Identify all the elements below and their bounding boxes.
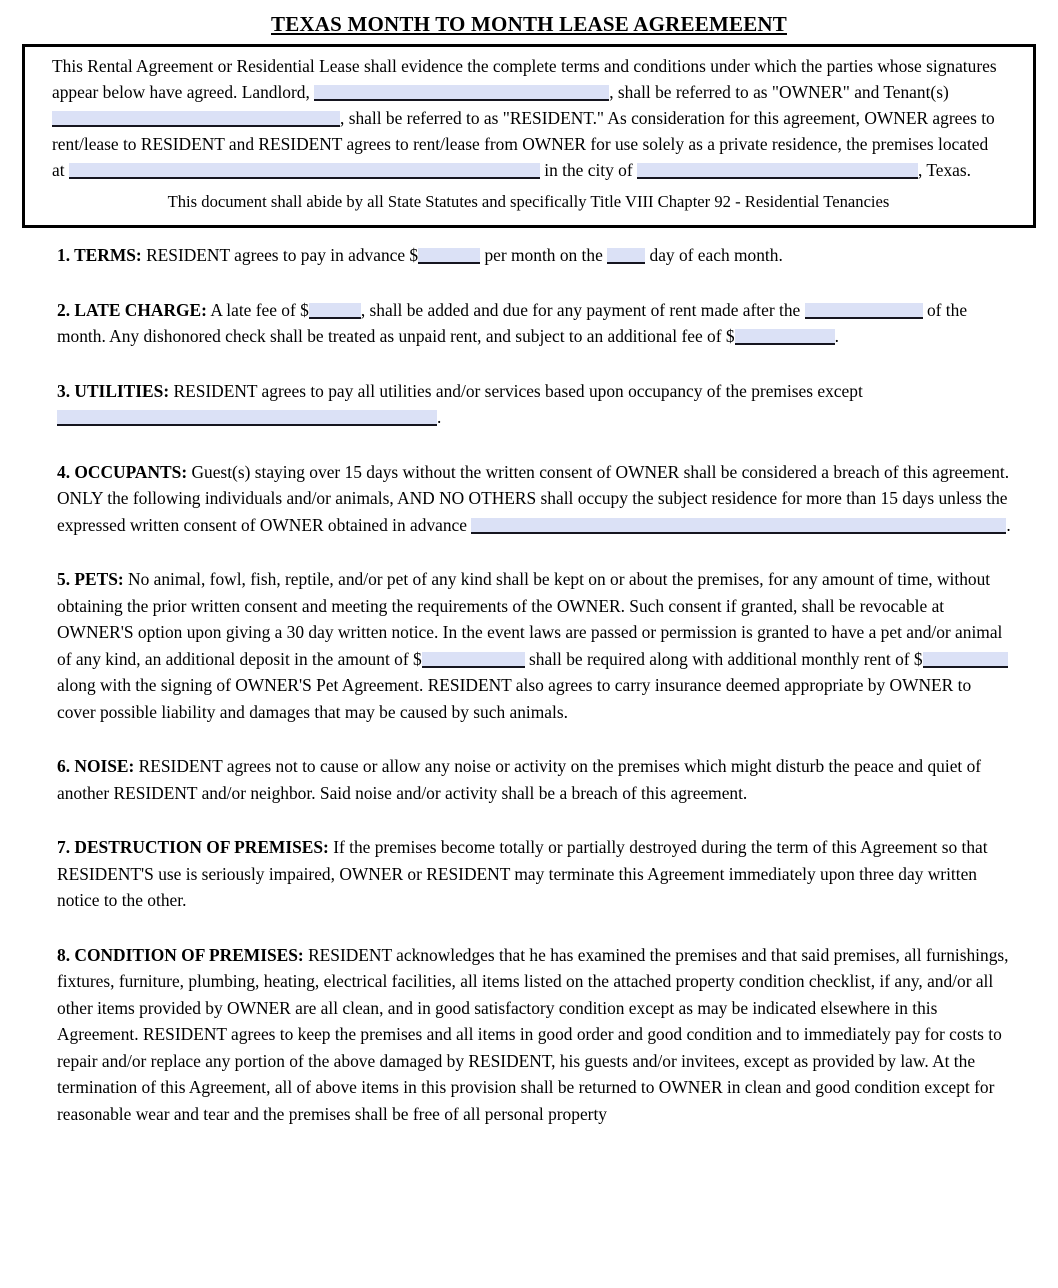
paragraph-text: , shall be referred to as "RESIDENT." As consideration for this agreement, OWNER agrees to rent/lease to RESIDENT and RESIDENT agrees to rent/lease from OWNER for use solely as a private residence, the premises located at [52, 107, 995, 180]
paragraph-text: , Texas. [917, 159, 972, 180]
section-pets [57, 566, 1014, 725]
occupants-list-field[interactable] [471, 518, 1006, 534]
utilities-exception-field[interactable] [57, 410, 437, 426]
late-fee-amount-field[interactable] [309, 303, 361, 319]
section-destruction-of-premises [57, 834, 1014, 914]
section-utilities [57, 378, 1014, 431]
section-heading: 2. LATE CHARGE: [57, 299, 207, 320]
section-heading: 1. TERMS: [57, 245, 142, 266]
section-heading: 6. NOISE: [57, 756, 135, 777]
pet-monthly-rent-field[interactable] [923, 652, 1008, 668]
paragraph-text: in the city of [539, 159, 637, 180]
paragraph-text: RESIDENT acknowledges that he has examined the premises and that said premises, all furnishings, fixtures, furniture, plumbing, heating, electrical facilities, all items listed on the attached property condition checklist, if any, and/or all other items provided by OWNER are all clean, and in good satisfactory condition except as may be indicated elsewhere in this Agreement. RESIDENT agrees to keep the premises and all items in good order and good condition and to immediately pay for costs to repair and/or replace any portion of the above damaged by RESIDENT, his guests and/or invitees, except as provided by law. At the termination of this Agreement, all of above items in this provision shall be returned to OWNER in clean and good condition except for reasonable wear and tear and the premises shall be free of all personal property [57, 944, 1009, 1124]
section-noise [57, 753, 1014, 806]
paragraph-text: shall be required along with additional monthly rent of $ [524, 648, 923, 669]
section-terms [57, 242, 1014, 269]
paragraph-text: along with the signing of OWNER'S Pet Agreement. RESIDENT also agrees to carry insurance deemed appropriate by OWNER to cover possible liability and damages that may be caused by such animals. [57, 675, 972, 722]
paragraph-text: . [437, 407, 442, 428]
section-condition-of-premises [57, 942, 1014, 1128]
intro-box [22, 44, 1036, 228]
paragraph-text: , shall be referred to as "OWNER" and Tenant(s) [609, 81, 949, 102]
paragraph-text: of the month. Any dishonored check shall be treated as unpaid rent, and subject to an additional fee of $ [57, 299, 968, 347]
intro-paragraph [52, 54, 1005, 184]
paragraph-text: RESIDENT agrees to pay in advance $ [141, 245, 419, 266]
statute-line: This document shall abide by all State Statutes and specifically Title VIII Chapter 92 - Residential Tenancies [167, 191, 890, 211]
paragraph-text: No animal, fowl, fish, reptile, and/or pet of any kind shall be kept on or about the premises, for any amount of time, without obtaining the prior written consent and meeting the requirements of the OWNER. Such consent if granted, shall be revocable at OWNER'S option upon giving a 30 day written notice. In the event laws are passed or permission is granted to have a pet and/or animal of any kind, an additional deposit in the amount of $ [57, 569, 1003, 669]
paragraph-text: A late fee of $ [206, 299, 309, 320]
section-late-charge [57, 297, 1014, 350]
paragraph-text: per month on the [480, 245, 608, 266]
rent-due-day-field[interactable] [607, 248, 645, 264]
document-body [57, 242, 1014, 1127]
pet-deposit-field[interactable] [422, 652, 525, 668]
late-after-day-field[interactable] [805, 303, 923, 319]
paragraph-text: Guest(s) staying over 15 days without the written consent of OWNER shall be considered a breach of this agreement. ONLY the following individuals and/or animals, AND NO OTHERS shall occupy the subject residence for more than 15 days unless the expressed written consent of OWNER obtained in advance [57, 461, 1010, 535]
section-heading: 5. PETS: [57, 569, 124, 590]
rent-amount-field[interactable] [418, 248, 480, 264]
tenant-name-field[interactable] [52, 111, 340, 127]
section-heading: 3. UTILITIES: [57, 380, 170, 401]
section-heading: 4. OCCUPANTS: [57, 461, 188, 482]
premises-address-field[interactable] [69, 163, 540, 179]
paragraph-text: . [834, 326, 839, 347]
section-heading: 7. DESTRUCTION OF PREMISES: [57, 837, 329, 858]
city-field[interactable] [637, 163, 918, 179]
paragraph-text: , shall be added and due for any payment of rent made after the [360, 299, 805, 320]
section-occupants [57, 459, 1014, 539]
paragraph-text: This Rental Agreement or Residential Lease shall evidence the complete terms and conditions under which the parties whose signatures appear below have agreed. Landlord, [52, 56, 997, 102]
dishonored-check-fee-field[interactable] [735, 329, 835, 345]
section-heading: 8. CONDITION OF PREMISES: [57, 944, 304, 965]
paragraph-text: RESIDENT agrees to pay all utilities and/or services based upon occupancy of the premises except [169, 380, 863, 401]
paragraph-text: RESIDENT agrees not to cause or allow any noise or activity on the premises which might disturb the peace and quiet of another RESIDENT and/or neighbor. Said noise and/or activity shall be a breach of this agreement. [57, 756, 982, 803]
document-title: TEXAS MONTH TO MONTH LEASE AGREEMEENT [271, 12, 787, 36]
paragraph-text: If the premises become totally or partially destroyed during the term of this Agreement so that RESIDENT'S use is seriously impaired, OWNER or RESIDENT may terminate this Agreement immediately upon three day written notice to the other. [57, 837, 988, 911]
landlord-name-field[interactable] [314, 85, 609, 101]
paragraph-text: day of each month. [645, 245, 783, 266]
paragraph-text: . [1006, 514, 1011, 535]
